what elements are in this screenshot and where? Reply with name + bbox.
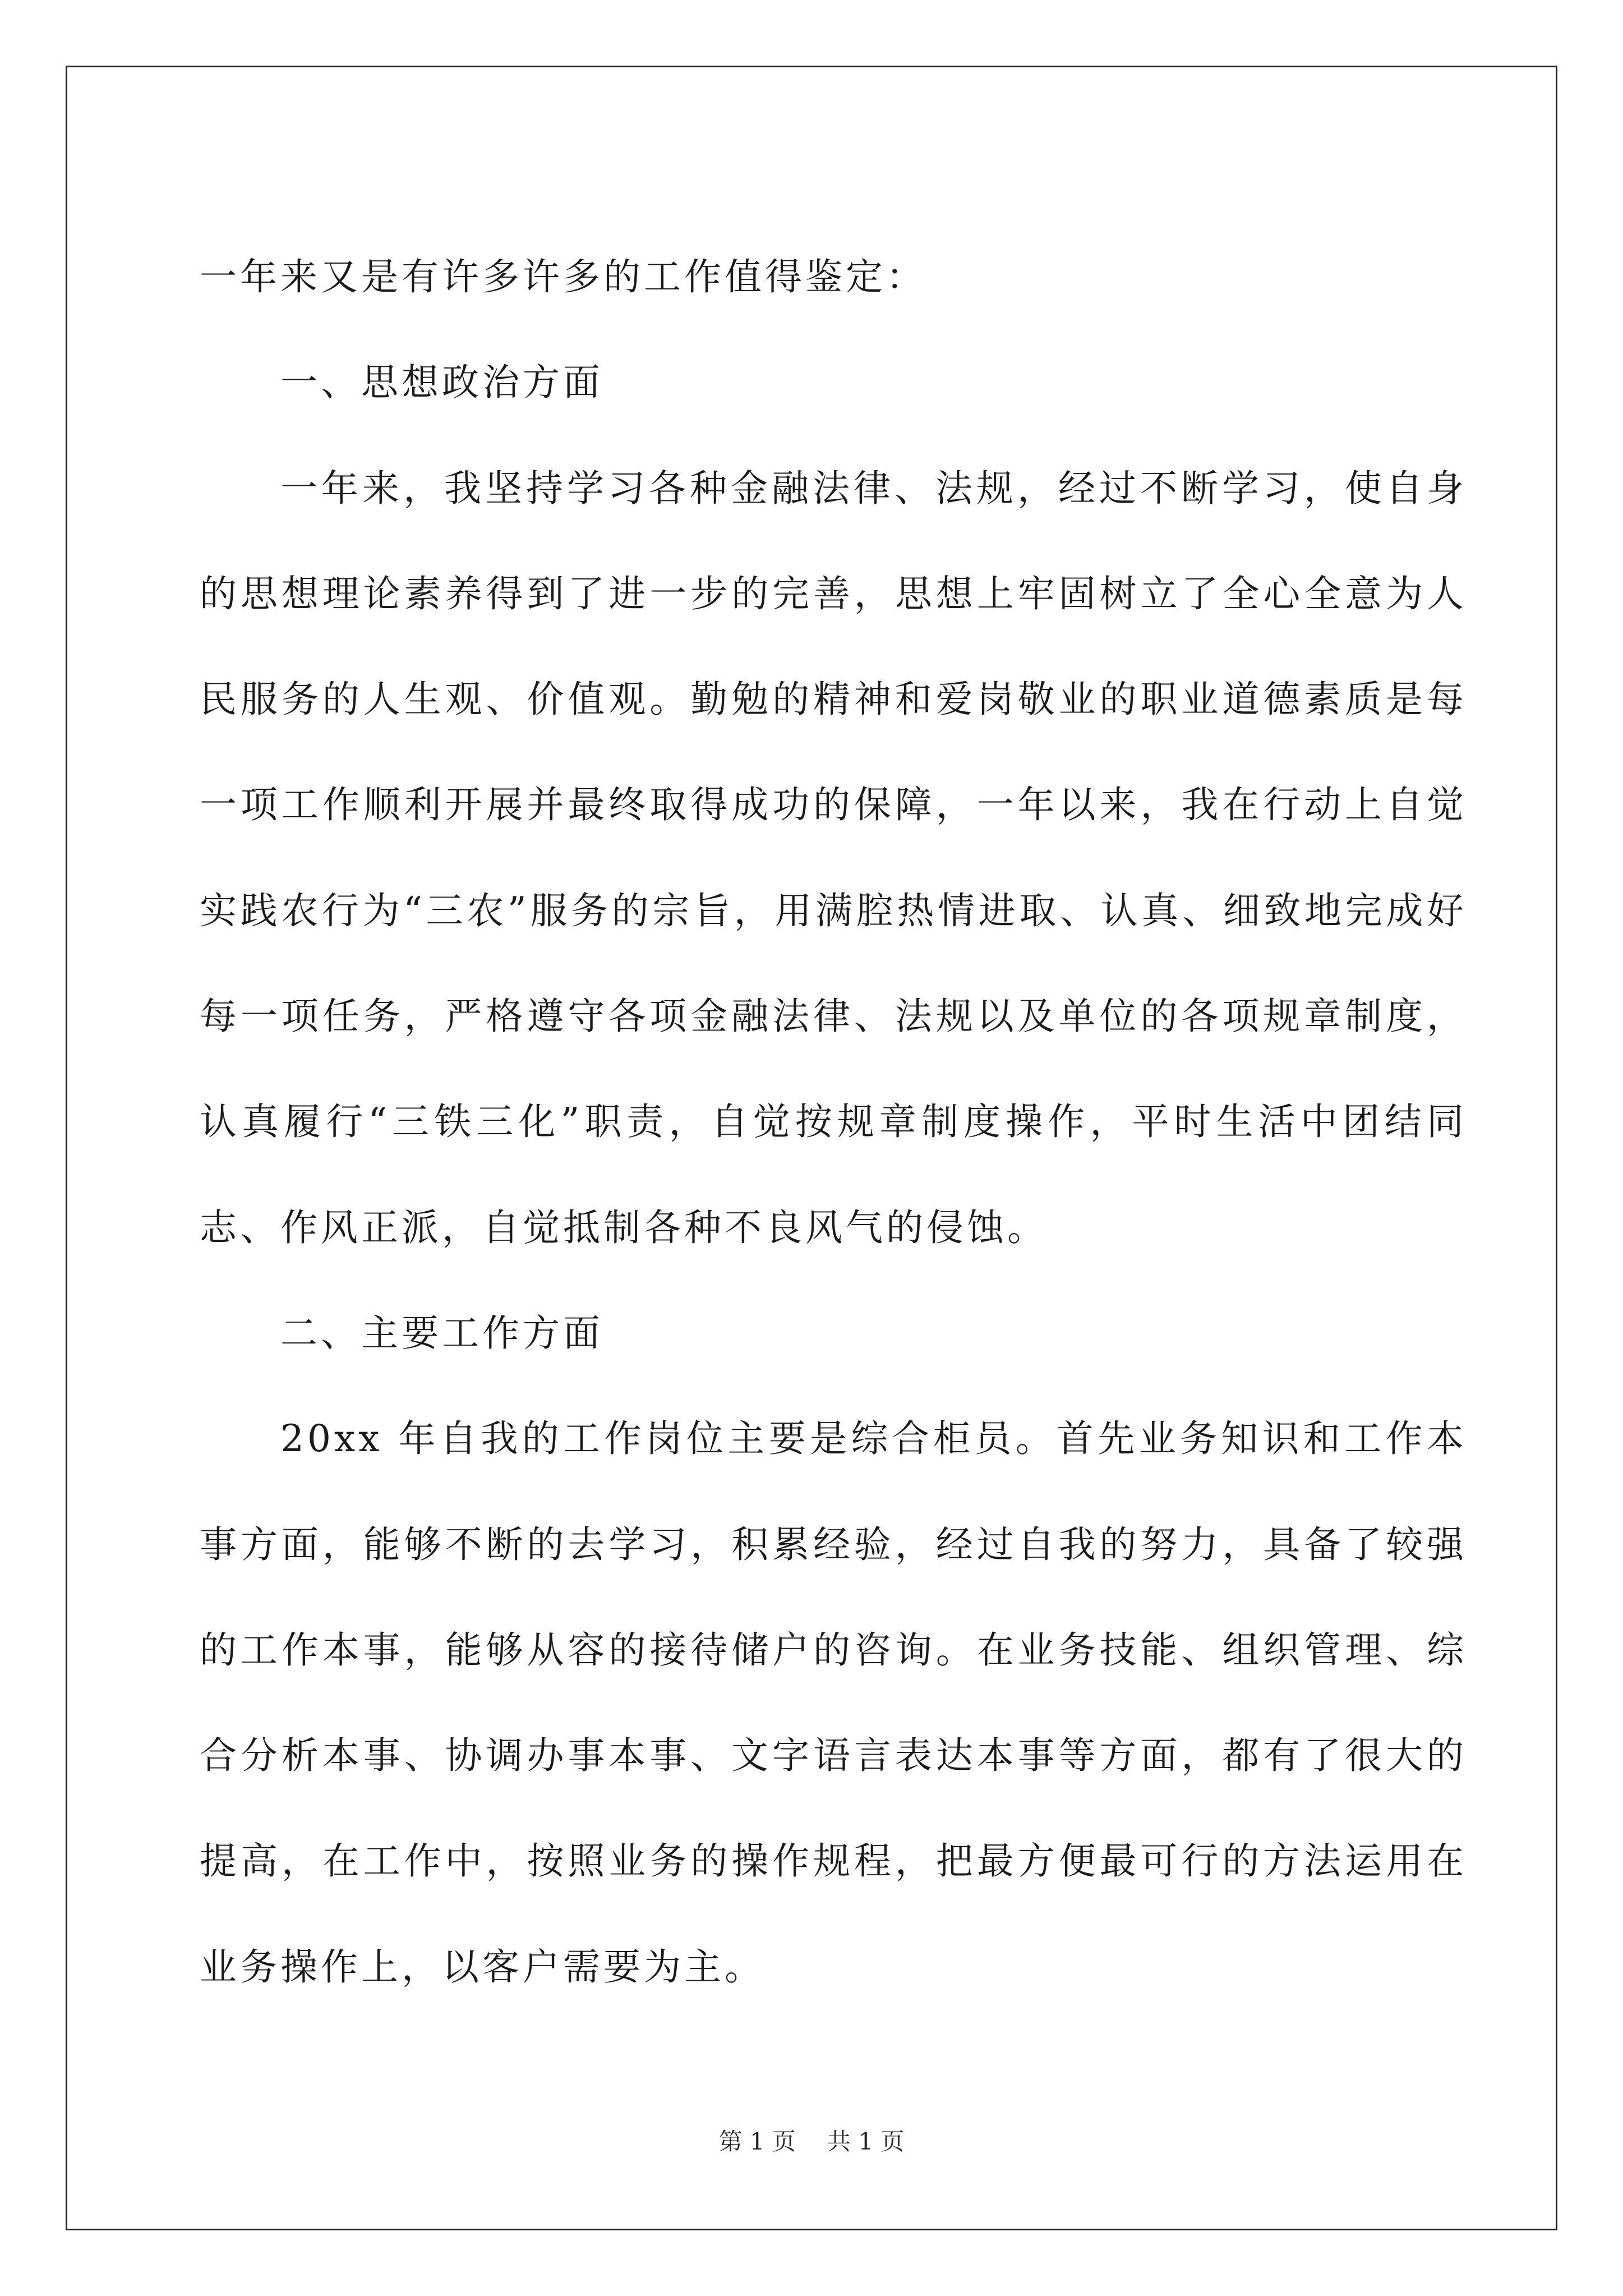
page-footer	[0, 2125, 1623, 2159]
paragraph-intro: 一年来又是有许多许多的工作值得鉴定：	[200, 255, 926, 298]
page-number: 第 1 页	[718, 2128, 796, 2155]
document-body	[200, 224, 1467, 2020]
page-total: 共 1 页	[827, 2128, 905, 2155]
paragraph-politics: 一年来，我坚持学习各种金融法律、法规，经过不断学习，使自身的思想理论素养得到了进一步的完善，思想上牢固树立了全心全意为人民服务的人生观、价值观。勤勉的精神和爱岗敬业的职业道德素质是每一项工作顺利开展并最终取得成功的保障，一年以来，我在行动上自觉实践农行为“三农”服务的宗旨，用满腔热情进取、认真、细致地完成好每一项任务，严格遵守各项金融法律、法规以及单位的各项规章制度，认真履行“三铁三化”职责，自觉按规章制度操作，平时生活中团结同志、作风正派，自觉抵制各种不良风气的侵蚀。	[200, 466, 1467, 1249]
paragraph-work: 20xx 年自我的工作岗位主要是综合柜员。首先业务知识和工作本事方面，能够不断的去学习，积累经验，经过自我的努力，具备了较强的工作本事，能够从容的接待储户的咨询。在业务技能、组织管理、综合分析本事、协调办事本事、文字语言表达本事等方面，都有了很大的提高，在工作中，按照业务的操作规程，把最方便最可行的方法运用在业务操作上，以客户需要为主。	[200, 1417, 1467, 1989]
section-heading-politics: 一、思想政治方面	[280, 361, 603, 404]
section-heading-work: 二、主要工作方面	[280, 1311, 603, 1355]
